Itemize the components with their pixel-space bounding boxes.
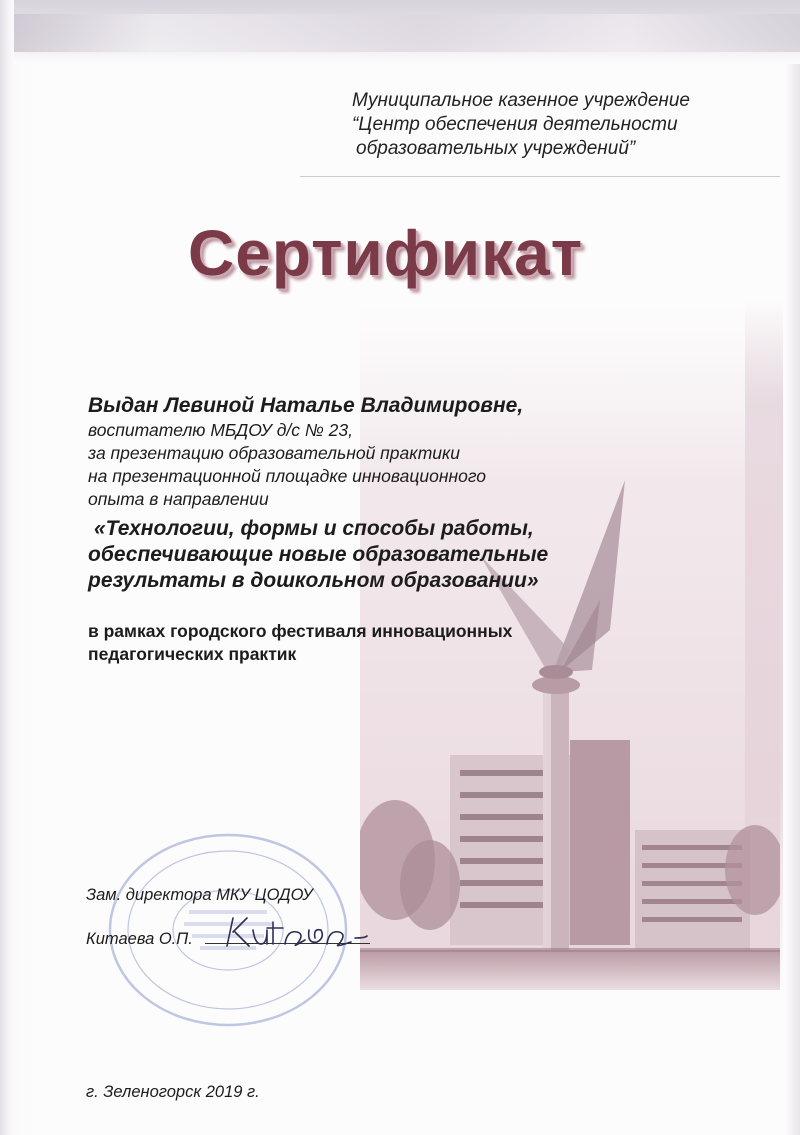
organization-line-2: “Центр обеспечения деятельности [352,114,678,135]
top-decorative-band [14,0,800,64]
organization-line-3: образовательных учреждений” [356,138,636,159]
festival-line-2: педагогических практик [88,644,297,664]
theme-line-1: «Технологии, формы и способы работы, [94,517,534,540]
reason-line-1: за презентацию образовательной практики [88,443,461,463]
reason-line-2: на презентационной площадке инновационного [88,466,487,486]
theme-line-3: результаты в дошкольном образовании» [88,569,539,592]
issuing-organization [352,89,752,161]
festival-line-1: в рамках городского фестиваля инновационных [88,621,513,641]
certificate-title: Сертификат [188,217,584,289]
signatory-name: Китаева О.П. [86,930,193,948]
header-divider [300,176,780,177]
handwritten-signature [205,908,375,956]
festival-text [88,620,728,666]
city-and-year: г. Зеленогорск 2019 г. [86,1083,260,1101]
theme-line-2: обеспечивающие новые образовательные [88,543,549,566]
position-line: воспитателю МБДОУ д/с № 23, [88,420,354,440]
recipient-line: Выдан Левиной Наталье Владимировне, [88,394,524,417]
signatory-title: Зам. директора МКУ ЦОДОУ [86,886,313,904]
theme-title [88,516,728,594]
certificate-body [88,392,728,666]
organization-line-1: Муниципальное казенное учреждение [352,90,690,111]
reason-line-3: опыта в направлении [88,489,269,509]
